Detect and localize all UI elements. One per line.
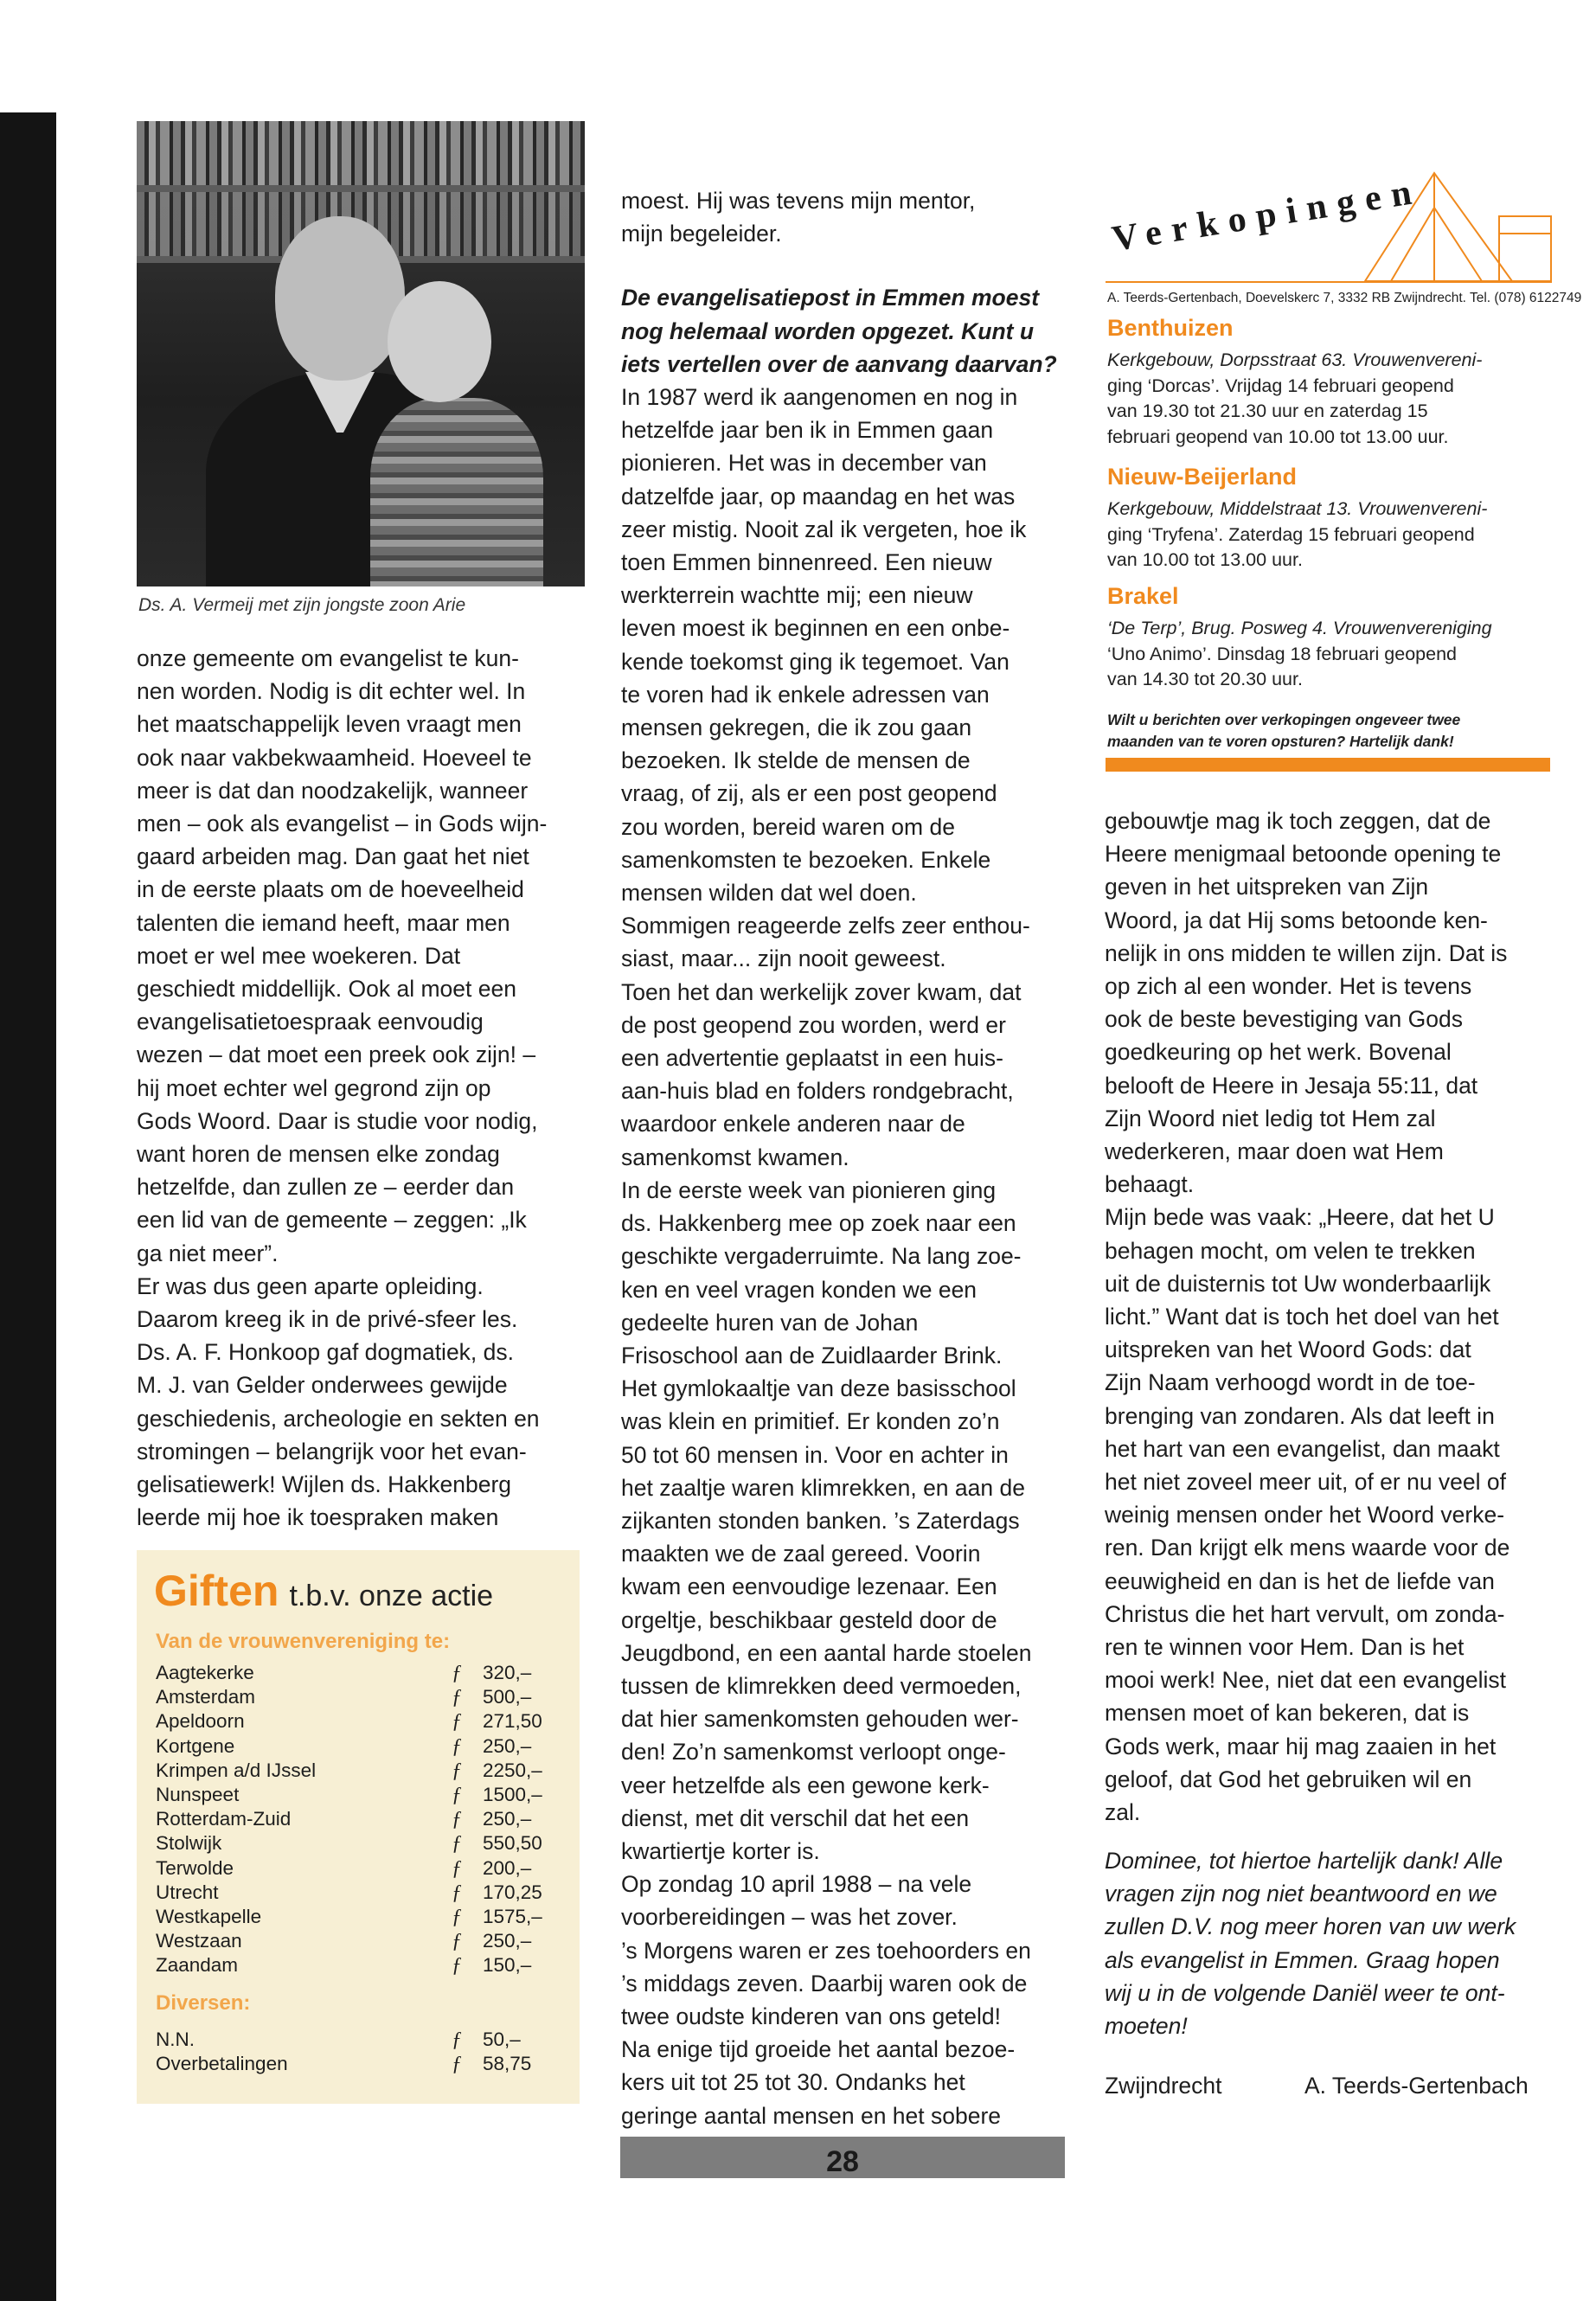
text-line: evangelisatietoespraak eenvoudig xyxy=(137,1009,484,1035)
list-item-amount: 320,– xyxy=(483,1662,532,1683)
list-item-name: Westzaan xyxy=(156,1930,242,1952)
text-line: geschiedt middellijk. Ook al moet een xyxy=(137,976,516,1003)
currency-sign: ƒ xyxy=(452,1906,462,1929)
text-line: het niet zoveel meer uit, of er nu veel of xyxy=(1105,1469,1507,1496)
text-line: Heere menigmaal betoonde opening te xyxy=(1105,841,1502,868)
currency-sign: ƒ xyxy=(452,1784,462,1807)
currency-sign: ƒ xyxy=(452,1881,462,1904)
text-line: toen Emmen binnenreed. Een nieuw xyxy=(621,549,992,576)
text-line: aan-huis blad en folders rondgebracht, xyxy=(621,1078,1014,1105)
sale-line: van 14.30 tot 20.30 uur. xyxy=(1107,669,1303,689)
sale-place: Brakel xyxy=(1107,583,1179,609)
scan-edge xyxy=(0,112,56,2301)
text-line: Gods werk, maar hij mag zaaien in het xyxy=(1105,1733,1497,1759)
list-item-name: Amsterdam xyxy=(156,1686,256,1708)
currency-sign: ƒ xyxy=(452,1759,462,1782)
list-item xyxy=(156,1759,562,1783)
sale-line: Kerkgebouw, Middelstraat 13. Vrouwenvereni- xyxy=(1107,498,1488,519)
verkopingen-address: A. Teerds-Gertenbach, Doevelskerc 7, 3332 RB Zwijndrecht. Tel. (078) 6122749 xyxy=(1107,291,1582,305)
sale-line: ging ‘Tryfena’. Zaterdag 15 februari geopend xyxy=(1107,523,1475,545)
text-line: brenging van zondaren. Als dat leeft in xyxy=(1105,1402,1495,1429)
giften-title-big: Giften xyxy=(154,1567,279,1615)
text-line: wij u in de volgende Daniël weer te ont- xyxy=(1105,1979,1505,2006)
text-line: ook de beste bevestiging van Gods xyxy=(1105,1006,1463,1033)
list-item xyxy=(156,1734,562,1759)
bookshelf-row xyxy=(137,121,585,185)
note-line: Wilt u berichten over verkopingen ongeveer twee xyxy=(1107,711,1461,728)
list-item xyxy=(156,1929,562,1953)
sale-line: ‘De Terp’, Brug. Posweg 4. Vrouwenvereniging xyxy=(1107,618,1492,638)
list-item xyxy=(156,1881,562,1905)
list-item-name: Kortgene xyxy=(156,1734,235,1757)
currency-sign: ƒ xyxy=(452,1686,462,1709)
text-line: op zich al een wonder. Het is tevens xyxy=(1105,973,1472,1000)
list-item-amount: 170,25 xyxy=(483,1881,542,1903)
text-line: moest. Hij was tevens mijn mentor, xyxy=(621,188,976,214)
text-line: Mijn bede was vaak: „Heere, dat het U xyxy=(1105,1204,1495,1231)
photo-vermeij-and-son xyxy=(137,121,585,586)
verkopingen-note xyxy=(1107,709,1555,753)
text-line: stromingen – belangrijk voor het evan- xyxy=(137,1438,527,1465)
text-line: moeten! xyxy=(1105,2013,1188,2040)
list-item xyxy=(156,2028,562,2052)
text-line: als evangelist in Emmen. Graag hopen xyxy=(1105,1946,1500,1973)
article-column-1 xyxy=(137,642,586,1534)
text-line: ’s Morgens waren er zes toehoorders en xyxy=(621,1937,1031,1964)
text-line: eeuwigheid en dan is het de liefde van xyxy=(1105,1567,1495,1594)
text-line: vraag, of zij, als er een post geopend xyxy=(621,780,997,807)
text-line: hetzelfde jaar ben ik in Emmen gaan xyxy=(621,417,994,444)
shelf xyxy=(137,185,585,192)
text-line: geringe aantal mensen en het sobere xyxy=(621,2102,1002,2129)
text-line: in de eerste plaats om de hoeveelheid xyxy=(137,876,524,903)
text-line: behagen mocht, om velen te trekken xyxy=(1105,1237,1476,1264)
sale-line: van 10.00 tot 13.00 uur. xyxy=(1107,549,1303,570)
page-number: 28 xyxy=(826,2145,859,2178)
text-line: voorbereidingen – was het zover. xyxy=(621,1904,958,1931)
text-line: ook naar vakbekwaamheid. Hoeveel te xyxy=(137,744,532,771)
currency-sign: ƒ xyxy=(452,1856,462,1880)
text-line: zullen D.V. nog meer horen van uw werk xyxy=(1105,1913,1516,1940)
text-line: geschiedenis, archeologie en sekten en xyxy=(137,1405,540,1432)
signature-place: Zwijndrecht xyxy=(1105,2073,1222,2099)
text-line: siast, maar... zijn nooit geweest. xyxy=(621,945,946,972)
text-line: was klein en primitief. Er konden zo’n xyxy=(621,1408,1000,1435)
list-item-amount: 550,50 xyxy=(483,1832,542,1855)
text-line: Ds. A. F. Honkoop gaf dogmatiek, ds. xyxy=(137,1339,515,1366)
text-line: zeer mistig. Nooit zal ik vergeten, hoe ik xyxy=(621,516,1027,542)
currency-sign: ƒ xyxy=(452,1832,462,1856)
text-line: hetzelfde, dan zullen ze – eerder dan xyxy=(137,1174,515,1201)
church-side-building xyxy=(1499,216,1551,281)
text-line: dat hier samenkomsten gehouden wer- xyxy=(621,1706,1019,1733)
list-item-amount: 1575,– xyxy=(483,1906,542,1928)
photo-caption: Ds. A. Vermeij met zijn jongste zoon Arie xyxy=(138,595,466,615)
page-footer-bar xyxy=(620,2137,1065,2178)
list-item-amount: 50,– xyxy=(483,2029,521,2050)
list-item-name: Rotterdam-Zuid xyxy=(156,1808,292,1830)
currency-sign: ƒ xyxy=(452,1930,462,1953)
text-line: mensen gekregen, die ik zou gaan xyxy=(621,715,972,741)
text-line: want horen de mensen elke zondag xyxy=(137,1141,500,1168)
text-line: ds. Hakkenberg mee op zoek naar een xyxy=(621,1210,1016,1237)
sale-line: van 19.30 tot 21.30 uur en zaterdag 15 xyxy=(1107,401,1428,421)
text-line: Daarom kreeg ik in de privé-sfeer les. xyxy=(137,1306,518,1333)
text-line: waardoor enkele anderen naar de xyxy=(621,1111,965,1138)
text-line: weinig mensen onder het Woord verke- xyxy=(1105,1502,1505,1529)
list-item-name: Utrecht xyxy=(156,1881,219,1903)
diversen-list xyxy=(156,2028,562,2076)
sale-line: ging ‘Dorcas’. Vrijdag 14 februari geopend xyxy=(1107,375,1454,396)
text-line: geschikte vergaderruimte. Na lang zoe- xyxy=(621,1243,1022,1270)
text-line: goedkeuring op het werk. Bovenal xyxy=(1105,1039,1452,1066)
text-line: te voren had ik enkele adressen van xyxy=(621,681,990,708)
child-figure xyxy=(370,398,543,586)
list-item xyxy=(156,1783,562,1807)
text-line: geven in het uitspreken van Zijn xyxy=(1105,874,1429,901)
text-line: Christus die het hart vervult, om zonda- xyxy=(1105,1600,1505,1627)
text-line: nen worden. Nodig is dit echter wel. In xyxy=(137,678,526,705)
sale-place: Nieuw-Beijerland xyxy=(1107,464,1298,490)
text-line: kwartiertje korter is. xyxy=(621,1837,820,1864)
text-line: een advertentie geplaatst in een huis- xyxy=(621,1045,1003,1072)
list-item xyxy=(156,1953,562,1977)
list-item-amount: 250,– xyxy=(483,1930,532,1952)
text-line: hij moet echter wel gegrond zijn op xyxy=(137,1074,491,1101)
text-line: Gods Woord. Daar is studie voor nodig, xyxy=(137,1107,538,1134)
list-item xyxy=(156,1807,562,1831)
text-line: zou worden, bereid waren om de xyxy=(621,813,955,840)
text-line: mooi werk! Nee, niet dat een evangelist xyxy=(1105,1667,1507,1694)
text-line: bezoeken. Ik stelde de mensen de xyxy=(621,747,971,774)
text-line: Woord, ja dat Hij soms betoonde ken- xyxy=(1105,907,1488,933)
text-line: orgeltje, beschikbaar gesteld door de xyxy=(621,1606,997,1633)
giften-box xyxy=(137,1550,580,2104)
text-line: het hart van een evangelist, dan maakt xyxy=(1105,1435,1500,1462)
text-line: vragen zijn nog niet beantwoord en we xyxy=(1105,1881,1497,1907)
currency-sign: ƒ xyxy=(452,1808,462,1831)
text-line: mensen wilden dat wel doen. xyxy=(621,880,917,907)
text-line: twee oudste kinderen van ons geteld! xyxy=(621,2003,1002,2029)
signature-name: A. Teerds-Gertenbach xyxy=(1304,2073,1529,2099)
sale-line: Kerkgebouw, Dorpsstraat 63. Vrouwenvereni- xyxy=(1107,349,1483,370)
currency-sign: ƒ xyxy=(452,1954,462,1977)
list-item xyxy=(156,1685,562,1709)
text-line: werkterrein wachtte mij; een nieuw xyxy=(621,582,973,609)
article-column-3 xyxy=(1105,804,1554,1829)
interview-question: nog helemaal worden opgezet. Kunt u xyxy=(621,317,1035,344)
diversen-heading: Diversen: xyxy=(156,1991,251,2015)
list-item-amount: 150,– xyxy=(483,1954,532,1977)
giften-title-rest: t.b.v. onze actie xyxy=(289,1580,494,1612)
text-line: leven moest ik beginnen en een onbe- xyxy=(621,615,1010,642)
text-line: den! Zo’n samenkomst verloopt onge- xyxy=(621,1739,1006,1766)
list-item-name: Krimpen a/d IJssel xyxy=(156,1759,317,1781)
sale-details xyxy=(1107,616,1555,693)
text-line: ren. Dan krijgt elk mens waarde voor de xyxy=(1105,1535,1510,1561)
list-item-amount: 2250,– xyxy=(483,1759,542,1781)
list-item xyxy=(156,1856,562,1881)
text-line: het zaaltje waren klimrekken, en aan de xyxy=(621,1474,1025,1501)
text-line: moet er wel mee woekeren. Dat xyxy=(137,942,461,969)
verkopingen-title: Verkopingen xyxy=(1109,170,1425,260)
text-line: samenkomst kwamen. xyxy=(621,1144,849,1170)
text-line: ga niet meer”. xyxy=(137,1240,279,1266)
list-item-amount: 500,– xyxy=(483,1686,532,1708)
list-item-name: Apeldoorn xyxy=(156,1710,245,1733)
list-item-amount: 1500,– xyxy=(483,1784,542,1806)
text-line: zal. xyxy=(1105,1799,1141,1826)
list-item-name: Stolwijk xyxy=(156,1832,222,1855)
giften-heading: Van de vrouwenvereniging te: xyxy=(156,1630,451,1653)
giften-title xyxy=(154,1566,493,1616)
text-line: pionieren. Het was in december van xyxy=(621,450,987,477)
list-item-name: Zaandam xyxy=(156,1954,239,1977)
sale-details xyxy=(1107,497,1555,574)
text-line: uit de duisternis tot Uw wonderbaarlijk xyxy=(1105,1270,1491,1297)
text-line: het maatschappelijk leven vraagt men xyxy=(137,711,522,738)
list-item-amount: 271,50 xyxy=(483,1710,542,1733)
currency-sign: ƒ xyxy=(452,1734,462,1758)
list-item-amount: 58,75 xyxy=(483,2053,532,2075)
article-column-2 xyxy=(621,184,1071,2132)
list-item-amount: 200,– xyxy=(483,1856,532,1879)
text-line: datzelfde jaar, op maandag en het was xyxy=(621,483,1016,510)
giften-list xyxy=(156,1661,562,1978)
text-line: Zijn Woord niet ledig tot Hem zal xyxy=(1105,1105,1436,1131)
text-line: Jeugdbond, en een aantal harde stoelen xyxy=(621,1639,1032,1666)
list-item-amount: 250,– xyxy=(483,1734,532,1757)
text-line: ren te winnen voor Hem. Dan is het xyxy=(1105,1634,1465,1661)
text-line: een lid van de gemeente – zeggen: „Ik xyxy=(137,1207,527,1234)
interview-question: De evangelisatiepost in Emmen moest xyxy=(621,285,1040,311)
text-line: wederkeren, maar doen wat Hem xyxy=(1105,1138,1444,1165)
text-line: behaagt. xyxy=(1105,1171,1195,1198)
text-line: Het gymlokaaltje van deze basisschool xyxy=(621,1375,1016,1402)
text-line: mensen moet of kan bekeren, dat is xyxy=(1105,1700,1470,1727)
currency-sign: ƒ xyxy=(452,1662,462,1684)
text-line: zijkanten stonden banken. ’s Zaterdags xyxy=(621,1507,1020,1534)
currency-sign: ƒ xyxy=(452,1710,462,1734)
text-line: Na enige tijd groeide het aantal bezoe- xyxy=(621,2036,1016,2063)
text-line: wezen – dat moet een preek ook zijn! – xyxy=(137,1042,536,1068)
list-item-name: N.N. xyxy=(156,2029,195,2050)
list-item-name: Overbetalingen xyxy=(156,2053,288,2075)
text-line: tussen de klimrekken deed vermoeden, xyxy=(621,1672,1022,1699)
note-line: maanden van te voren opsturen? Hartelijk dank! xyxy=(1107,733,1454,750)
text-line: geloof, dat God het gebruiken wil en xyxy=(1105,1766,1472,1792)
list-item-name: Westkapelle xyxy=(156,1906,262,1928)
text-line: Toen het dan werkelijk zover kwam, dat xyxy=(621,978,1022,1005)
verkopingen-logo xyxy=(1106,121,1555,294)
text-line: samenkomsten te bezoeken. Enkele xyxy=(621,846,991,873)
text-line: belooft de Heere in Jesaja 55:11, dat xyxy=(1105,1072,1478,1099)
list-item xyxy=(156,1661,562,1685)
interview-question: iets vertellen over de aanvang daarvan? xyxy=(621,350,1057,377)
text-line: ’s middags zeven. Daarbij waren ook de xyxy=(621,1970,1028,1997)
man-head xyxy=(275,216,405,381)
text-line: gelisatiewerk! Wijlen ds. Hakkenberg xyxy=(137,1471,512,1498)
sale-line: februari geopend van 10.00 tot 13.00 uur. xyxy=(1107,426,1449,447)
text-line: dienst, met dit verschil dat het een xyxy=(621,1804,970,1831)
text-line: onze gemeente om evangelist te kun- xyxy=(137,645,519,671)
sale-line: ‘Uno Animo’. Dinsdag 18 februari geopend xyxy=(1107,643,1457,664)
text-line: veer hetzelfde als een gewone kerk- xyxy=(621,1772,990,1798)
text-line: In de eerste week van pionieren ging xyxy=(621,1176,997,1203)
text-line: nelijk in ons midden te willen zijn. Dat is xyxy=(1105,939,1508,966)
text-line: leerde mij hoe ik toespraken maken xyxy=(137,1504,499,1531)
text-line: meer is dat dan noodzakelijk, wanneer xyxy=(137,777,529,804)
text-line: kers uit tot 25 tot 30. Ondanks het xyxy=(621,2069,965,2096)
list-item xyxy=(156,2052,562,2076)
text-line: gedeelte huren van de Johan xyxy=(621,1309,919,1336)
text-line: Er was dus geen aparte opleiding. xyxy=(137,1272,484,1299)
text-line: mijn begeleider. xyxy=(621,221,782,247)
sale-place: Benthuizen xyxy=(1107,315,1234,341)
text-line: kwam een eenvoudige lezenaar. Een xyxy=(621,1574,997,1600)
text-line: Dominee, tot hiertoe hartelijk dank! Alle xyxy=(1105,1848,1503,1874)
currency-sign: ƒ xyxy=(452,2053,462,2076)
child-head xyxy=(388,281,491,402)
text-line: 50 tot 60 mensen in. Voor en achter in xyxy=(621,1441,1009,1468)
text-line: M. J. van Gelder onderwees gewijde xyxy=(137,1372,508,1399)
text-line: Op zondag 10 april 1988 – na vele xyxy=(621,1871,972,1898)
text-line: kende toekomst ging ik tegemoet. Van xyxy=(621,648,1010,675)
list-item xyxy=(156,1831,562,1856)
list-item-name: Aagtekerke xyxy=(156,1662,254,1683)
text-line: In 1987 werd ik aangenomen en nog in xyxy=(621,384,1018,411)
closing-remark xyxy=(1105,1844,1554,2042)
list-item xyxy=(156,1905,562,1929)
text-line: gebouwtje mag ik toch zeggen, dat de xyxy=(1105,808,1491,834)
text-line: Frisoschool aan de Zuidlaarder Brink. xyxy=(621,1342,1003,1368)
text-line: talenten die iemand heeft, maar men xyxy=(137,909,510,936)
verkopingen-box xyxy=(1106,121,1582,779)
text-line: Sommigen reageerde zelfs zeer enthou- xyxy=(621,913,1030,939)
text-line: uitspreken van het Woord Gods: dat xyxy=(1105,1336,1471,1363)
list-item-amount: 250,– xyxy=(483,1808,532,1830)
text-line: ken en veel vragen konden we een xyxy=(621,1276,977,1303)
text-line: maakten we de zaal gereed. Voorin xyxy=(621,1541,981,1567)
text-line: Zijn Naam verhoogd wordt in de toe- xyxy=(1105,1369,1476,1396)
sale-details xyxy=(1107,348,1555,450)
text-line: licht.” Want dat is toch het doel van het xyxy=(1105,1304,1499,1330)
orange-divider xyxy=(1106,758,1550,772)
currency-sign: ƒ xyxy=(452,2029,462,2051)
list-item-name: Terwolde xyxy=(156,1856,234,1879)
text-line: de post geopend zou worden, werd er xyxy=(621,1011,1006,1038)
text-line: gaard arbeiden mag. Dan gaat het niet xyxy=(137,843,529,870)
list-item xyxy=(156,1709,562,1734)
list-item-name: Nunspeet xyxy=(156,1784,240,1806)
text-line: men – ook als evangelist – in Gods wijn- xyxy=(137,811,548,837)
